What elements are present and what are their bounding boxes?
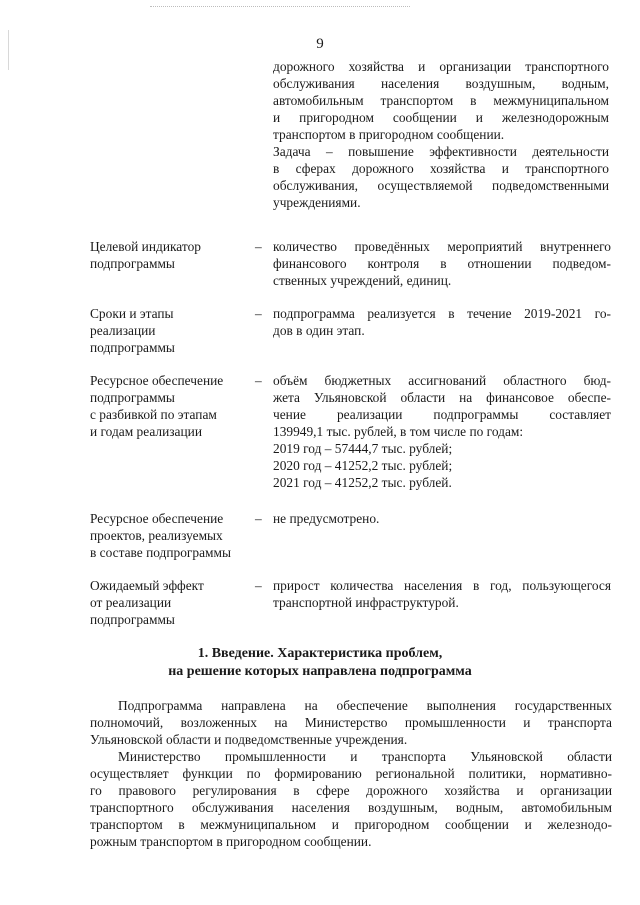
label-line: Ресурсное обеспечение [90,373,224,388]
row-dash: – [255,239,262,254]
value-line: транспортной инфраструктурой. [273,595,459,610]
text-line: автомобильным транспортом в межмуниципальном [273,93,609,108]
row-value [273,577,611,611]
section-heading-line: на решение которых направлена подпрограмма [168,664,472,679]
label-line: Ресурсное обеспечение [90,511,224,526]
paragraph-line: транспортом в межмуниципальном и пригородном сообщении и железнодо- [90,817,612,832]
label-line: от реализации [90,595,172,610]
label-line: реализации [90,323,156,338]
value-line: не предусмотрено. [273,511,380,526]
value-line: жета Ульяновской области на финансовое обеспе- [273,390,611,405]
row-dash: – [255,578,262,593]
row-value [273,305,611,339]
text-line: обслуживания населения воздушным, водным, [273,76,609,91]
row-dash: – [255,306,262,321]
label-line: подпрограммы [90,612,175,627]
label-line: подпрограммы [90,340,175,355]
value-line: дов в один этап. [273,323,365,338]
paragraph-line: го правового регулирования в сфере дорожного хозяйства и организации [90,783,612,798]
paragraph-line: осуществляет функции по формированию региональной политики, нормативно- [90,766,612,781]
text-line: в сферах дорожного хозяйства и транспортного [273,161,609,176]
section-heading-line: 1. Введение. Характеристика проблем, [197,646,443,661]
label-line: с разбивкой по этапам [90,407,217,422]
text-line: учреждениями. [273,195,361,210]
page-number: 9 [316,36,324,52]
goal-task-continuation [273,58,609,211]
paragraph-line: Подпрограмма направлена на обеспечение выполнения государственных [118,698,612,713]
text-line: дорожного хозяйства и организации транспортного [273,59,609,74]
paragraph-line: транспортного обслуживания населения воздушным, водным, автомобильным [90,800,612,815]
text-line: Задача – повышение эффективности деятельности [273,144,609,159]
value-line: 2019 год – 57444,7 тыс. рублей; [273,441,453,456]
label-line: в составе подпрограммы [90,545,232,560]
value-line: количество проведённых мероприятий внутреннего [273,239,611,254]
row-label [90,577,250,628]
paragraph-line: Ульяновской области и подведомственные учреждения. [90,732,408,747]
row-value [273,372,611,491]
paragraph-line: рожным транспортом в пригородном сообщении. [90,834,372,849]
value-line: ственных учреждений, единиц. [273,273,452,288]
row-label [90,372,250,440]
row-label [90,510,250,561]
label-line: Целевой индикатор [90,239,201,254]
text-line: и пригородном сообщении и железнодорожным [273,110,609,125]
paragraph-line: полномочий, возложенных на Министерство промышленности и транспорта [90,715,612,730]
label-line: подпрограммы [90,256,175,271]
value-line: 2021 год – 41252,2 тыс. рублей. [273,475,452,490]
value-line: подпрограмма реализуется в течение 2019-2021 го- [273,306,611,321]
value-line: прирост количества населения в год, пользующегося [273,578,611,593]
body-paragraph [90,697,612,748]
label-line: Ожидаемый эффект [90,578,204,593]
value-line: финансового контроля в отношении подведом- [273,256,611,271]
label-line: Сроки и этапы [90,306,174,321]
value-line: 139949,1 тыс. рублей, в том числе по годам: [273,424,524,439]
value-line: 2020 год – 41252,2 тыс. рублей; [273,458,453,473]
text-line: транспортом в пригородном сообщении. [273,127,505,142]
label-line: и годам реализации [90,424,203,439]
paragraph-line: Министерство промышленности и транспорта Ульяновской области [118,749,612,764]
row-label [90,238,250,272]
row-dash: – [255,511,262,526]
row-value [273,238,611,289]
row-label [90,305,250,356]
value-line: чение реализации подпрограммы составляет [273,407,611,422]
label-line: проектов, реализуемых [90,528,223,543]
label-line: подпрограммы [90,390,175,405]
scan-artifact [150,6,410,10]
row-value [273,510,611,527]
text-line: обслуживания, осуществляемой подведомственными [273,178,609,193]
section-heading [0,645,640,681]
body-paragraph [90,748,612,850]
value-line: объём бюджетных ассигнований областного бюд- [273,373,611,388]
row-dash: – [255,373,262,388]
